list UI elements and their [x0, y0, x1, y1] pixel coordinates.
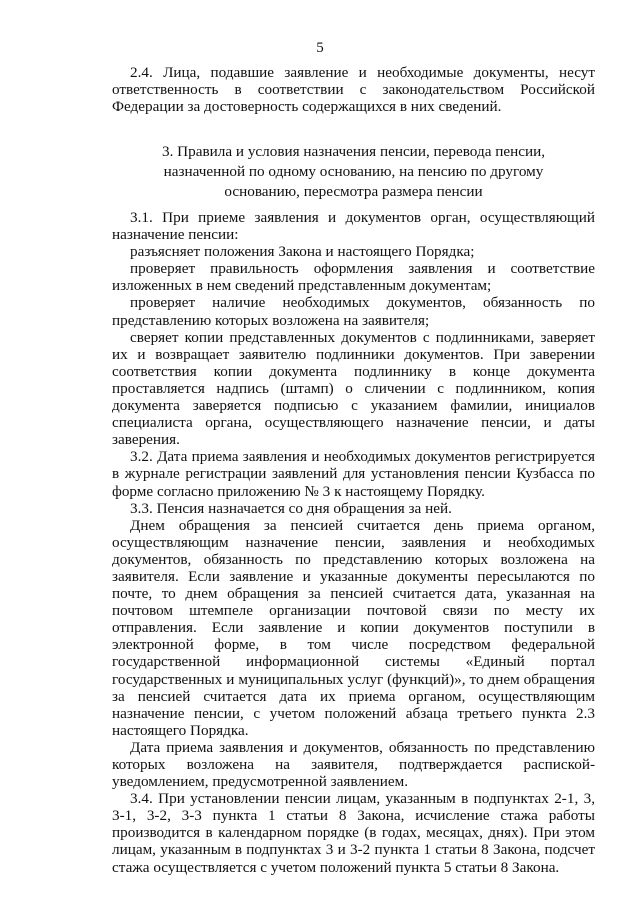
- paragraph-3-4: 3.4. При установлении пенсии лицам, указанным в подпунктах 2-1, 3, 3-1, 3-2, 3-3 пункта 1 статьи 8 Закона, исчисление стажа работы производится в календарном порядке (в годах, месяцах, днях). При этом лицам, указанным в подпунктах 3 и 3-2 пункта 1 статьи 8 Закона, подсчет стажа осуществляется с учетом положений пункта 5 статьи 8 Закона.: [112, 790, 595, 876]
- section-2-4: [112, 64, 595, 115]
- list-item-explains: разъясняет положения Закона и настоящего Порядка;: [130, 243, 475, 261]
- paragraph-3-2: 3.2. Дата приема заявления и необходимых документов регистрируется в журнале регистрации заявлений для установления пенсии Кузбасса по форме согласно приложению № 3 к настоящему Порядку.: [112, 448, 595, 500]
- list-item-verifies-copies: сверяет копии представленных документов с подлинниками, заверяет их и возвращает заявителю подлинники документов. При заверении соответствия копии документа подлиннику в конце документа проставляется надпись (штамп) о сличении с подлинником, копия документа заверяется подписью с указанием фамилии, инициалов специалиста органа, осуществляющего назначение пенсии, и даты заверения.: [112, 328, 595, 449]
- list-item-checks-form: проверяет правильность оформления заявления и соответствие изложенных в нем сведений представленным документам;: [112, 260, 595, 295]
- paragraph-application-date: Днем обращения за пенсией считается день приема органом, осуществляющим назначение пенсии, заявления и необходимых документов, обязанность по представлению которых возложена на заявителя. Если заявление и указанные документы пересылаются по почте, то днем обращения за пенсией считается дата, указанная на почтовом штемпеле организации почтовой связи по месту их отправления. Если заявление и копии документов поступили в электронной форме, в том числе посредством федеральной государственной информационной системы «Единый портал государственных и муниципальных услуг (функций)», то днем обращения за пенсией считается дата их приема органом, осуществляющим назначение пенсии, с учетом положений абзаца третьего пункта 2.3 настоящего Порядка.: [112, 516, 595, 739]
- heading-line-3: основанию, пересмотра размера пенсии: [224, 183, 483, 200]
- paragraph-3-3: 3.3. Пенсия назначается со дня обращения за ней.: [130, 499, 452, 517]
- heading-line-1: 3. Правила и условия назначения пенсии, перевода пенсии,: [161, 143, 546, 160]
- heading-line-2: назначенной по одному основанию, на пенсию по другому: [163, 163, 544, 180]
- page-number: 5: [316, 40, 324, 56]
- paragraph-2-4: 2.4. Лица, подавшие заявление и необходимые документы, несут ответственность в соответствии с законодательством Российской Федерации за достоверность содержащихся в них сведений.: [112, 64, 595, 116]
- section-3-heading: [112, 142, 595, 202]
- list-item-checks-documents: проверяет наличие необходимых документов, обязанность по представлению которых возложена на заявителя;: [112, 294, 595, 329]
- paragraph-3-1: 3.1. При приеме заявления и документов орган, осуществляющий назначение пенсии:: [112, 209, 595, 244]
- section-3-body: [112, 209, 595, 876]
- paragraph-receipt: Дата приема заявления и документов, обязанность по представлению которых возложена на заявителя, подтверждается распиской-уведомлением, предусмотренной заявлением.: [112, 738, 595, 791]
